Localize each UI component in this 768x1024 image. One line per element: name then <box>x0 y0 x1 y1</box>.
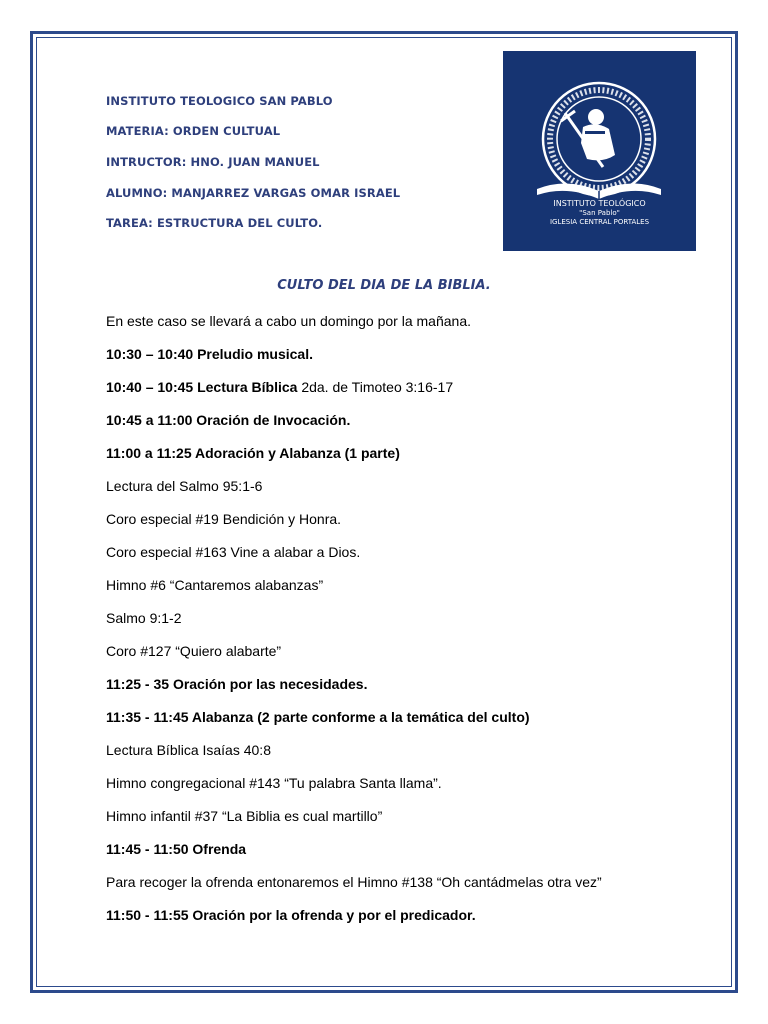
list-item: Himno #6 “Cantaremos alabanzas” <box>106 577 324 593</box>
list-item: Himno congregacional #143 “Tu palabra Santa llama”. <box>106 775 442 791</box>
list-item: Lectura del Salmo 95:1-6 <box>106 478 263 494</box>
logo-church-name: IGLESIA CENTRAL PORTALES <box>549 218 650 226</box>
logo-institute-name: INSTITUTO TEOLÓGICO <box>553 199 646 208</box>
service-order-list <box>106 311 736 938</box>
student-line: ALUMNO: MANJARREZ VARGAS OMAR ISRAEL <box>106 186 401 200</box>
schedule-item: 11:50 - 11:55 Oración por la ofrenda y por el predicador. <box>106 907 476 923</box>
list-item: Coro especial #163 Vine a alabar a Dios. <box>106 544 361 560</box>
logo-nickname: "San Pablo" <box>579 209 620 217</box>
list-item: Para recoger la ofrenda entonaremos el Himno #138 “Oh cantádmelas otra vez” <box>106 874 602 890</box>
schedule-item: 10:45 a 11:00 Oración de Invocación. <box>106 412 351 428</box>
schedule-item: 11:35 - 11:45 Alabanza (2 parte conforme a la temática del culto) <box>106 709 530 725</box>
list-item: Coro especial #19 Bendición y Honra. <box>106 511 342 527</box>
schedule-item: 10:30 – 10:40 Preludio musical. <box>106 346 313 362</box>
document-title: CULTO DEL DIA DE LA BIBLIA. <box>277 278 491 293</box>
schedule-item: 11:00 a 11:25 Adoración y Alabanza (1 parte) <box>106 445 400 461</box>
institute-logo <box>503 51 696 251</box>
list-item: Himno infantil #37 “La Biblia es cual martillo” <box>106 808 383 824</box>
scripture-reference: 2da. de Timoteo 3:16-17 <box>297 379 454 395</box>
instructor-line: INTRUCTOR: HNO. JUAN MANUEL <box>106 155 320 169</box>
intro-line: En este caso se llevará a cabo un domingo por la mañana. <box>106 313 472 329</box>
schedule-item: 11:25 - 35 Oración por las necesidades. <box>106 676 368 692</box>
schedule-item <box>106 377 736 410</box>
list-item: Coro #127 “Quiero alabarte” <box>106 643 282 659</box>
schedule-time: 10:40 – 10:45 Lectura Bíblica <box>106 379 298 395</box>
schedule-item: 11:45 - 11:50 Ofrenda <box>106 841 247 857</box>
list-item: Salmo 9:1-2 <box>106 610 182 626</box>
list-item: Lectura Bíblica Isaías 40:8 <box>106 742 271 758</box>
task-line: TAREA: ESTRUCTURA DEL CULTO. <box>106 216 323 230</box>
subject-line: MATERIA: ORDEN CULTUAL <box>106 124 281 138</box>
institute-name: INSTITUTO TEOLOGICO SAN PABLO <box>106 94 333 108</box>
